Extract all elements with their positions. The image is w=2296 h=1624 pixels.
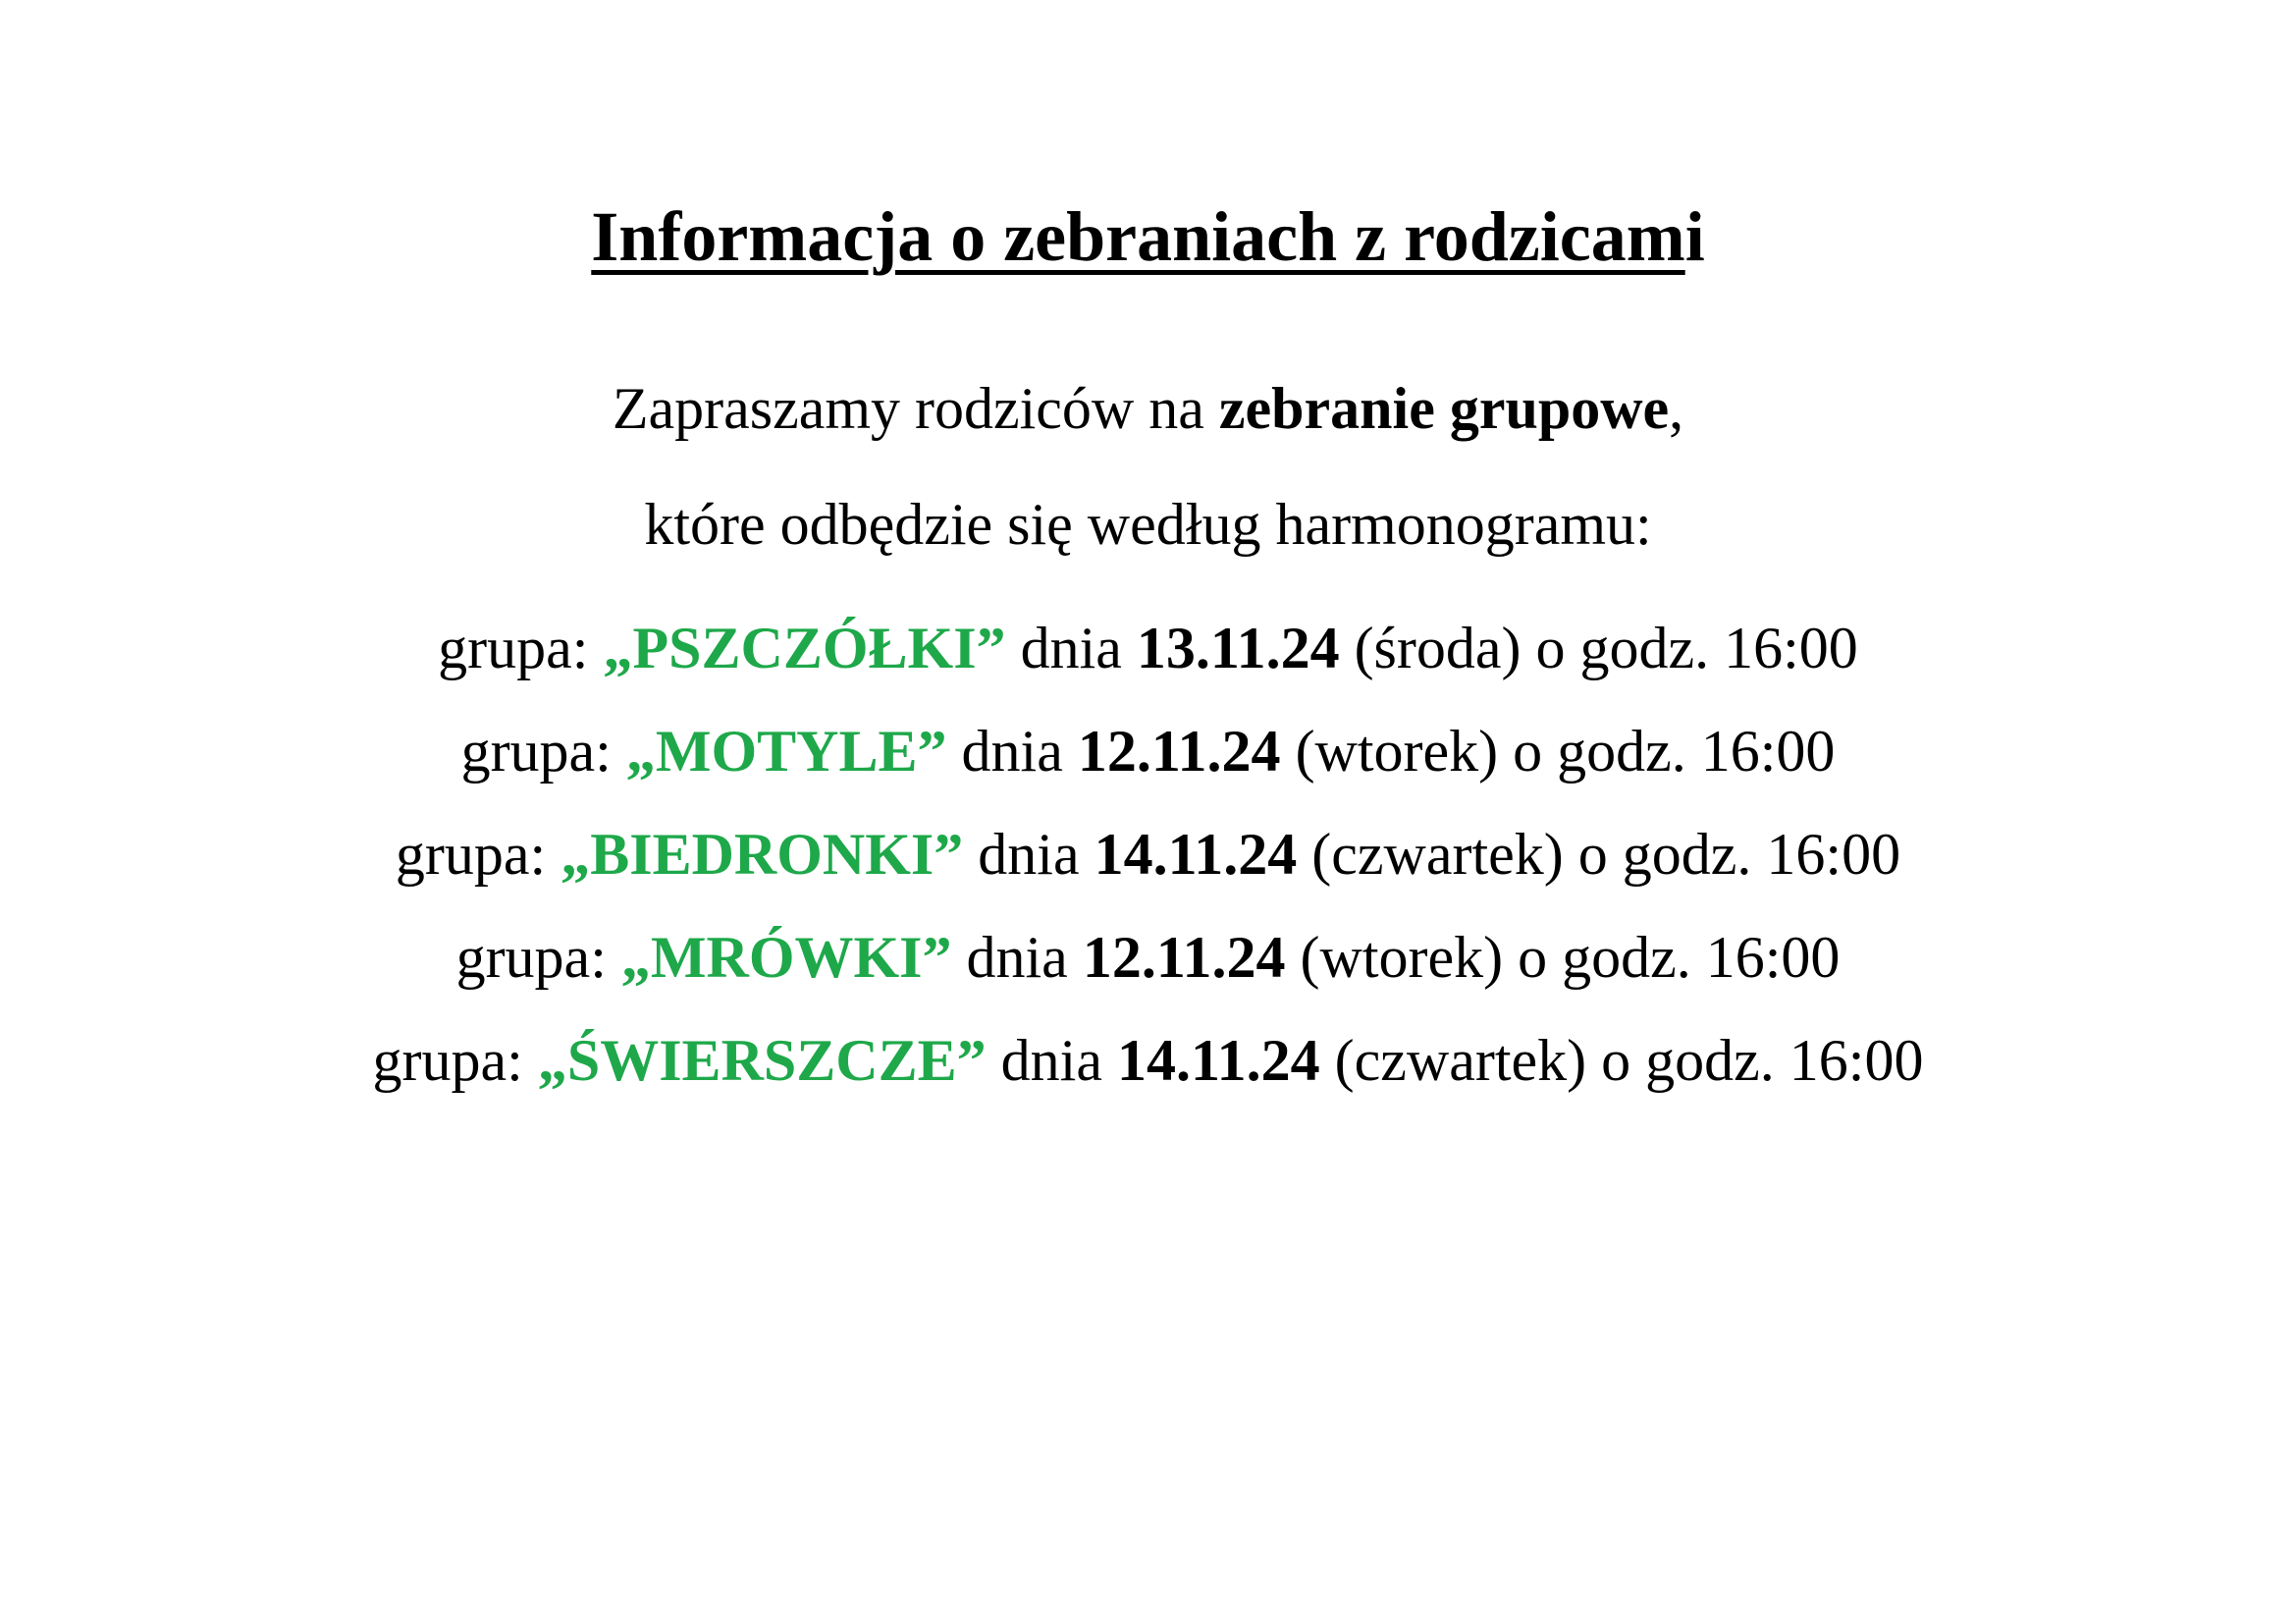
meeting-date: 14.11.24 — [1094, 822, 1298, 887]
schedule-row — [0, 918, 2296, 1021]
meeting-date: 13.11.24 — [1136, 616, 1340, 680]
group-name: „PSZCZÓŁKI” — [603, 616, 1006, 680]
meeting-day-time: (czwartek) o godz. 16:00 — [1297, 822, 1901, 887]
meeting-schedule-list — [0, 609, 2296, 1124]
group-name: „MOTYLE” — [625, 719, 947, 784]
intro-line-2: które odbędzie się według harmonogramu: — [644, 492, 1652, 557]
meeting-day-time: (środa) o godz. 16:00 — [1339, 616, 1858, 680]
schedule-row-prefix: grupa: — [438, 616, 604, 680]
meeting-day-time: (czwartek) o godz. 16:00 — [1319, 1028, 1924, 1093]
group-name: „MRÓWKI” — [620, 925, 952, 990]
intro-line-1-prefix: Zapraszamy rodziców na — [612, 376, 1219, 441]
intro-line-1 — [0, 373, 2296, 444]
schedule-row-prefix: grupa: — [395, 822, 561, 887]
schedule-row — [0, 815, 2296, 918]
meeting-date: 12.11.24 — [1082, 925, 1286, 990]
meeting-day-time: (wtorek) o godz. 16:00 — [1285, 925, 1841, 990]
schedule-row-dnia: dnia — [986, 1028, 1117, 1093]
meeting-date: 14.11.24 — [1116, 1028, 1320, 1093]
meeting-day-time: (wtorek) o godz. 16:00 — [1280, 719, 1836, 784]
schedule-row — [0, 1021, 2296, 1124]
page-title-underlined-text: Informacja o zebraniach z rodzicam — [591, 197, 1685, 276]
schedule-row — [0, 609, 2296, 712]
intro-line-1-bold: zebranie grupowe — [1218, 376, 1670, 441]
group-name: „BIEDRONKI” — [561, 822, 964, 887]
intro-line-1-suffix: , — [1669, 376, 1684, 441]
group-name: „ŚWIERSZCZE” — [537, 1028, 987, 1093]
schedule-row-dnia: dnia — [963, 822, 1095, 887]
schedule-row-prefix: grupa: — [460, 719, 626, 784]
meeting-date: 12.11.24 — [1077, 719, 1281, 784]
schedule-row-dnia: dnia — [1005, 616, 1137, 680]
schedule-row-prefix: grupa: — [372, 1028, 538, 1093]
schedule-row-dnia: dnia — [946, 719, 1078, 784]
page-title — [0, 194, 2296, 279]
schedule-row-dnia: dnia — [951, 925, 1083, 990]
schedule-row — [0, 712, 2296, 815]
schedule-row-prefix: grupa: — [455, 925, 621, 990]
page-title-tail-text: i — [1684, 197, 1705, 276]
